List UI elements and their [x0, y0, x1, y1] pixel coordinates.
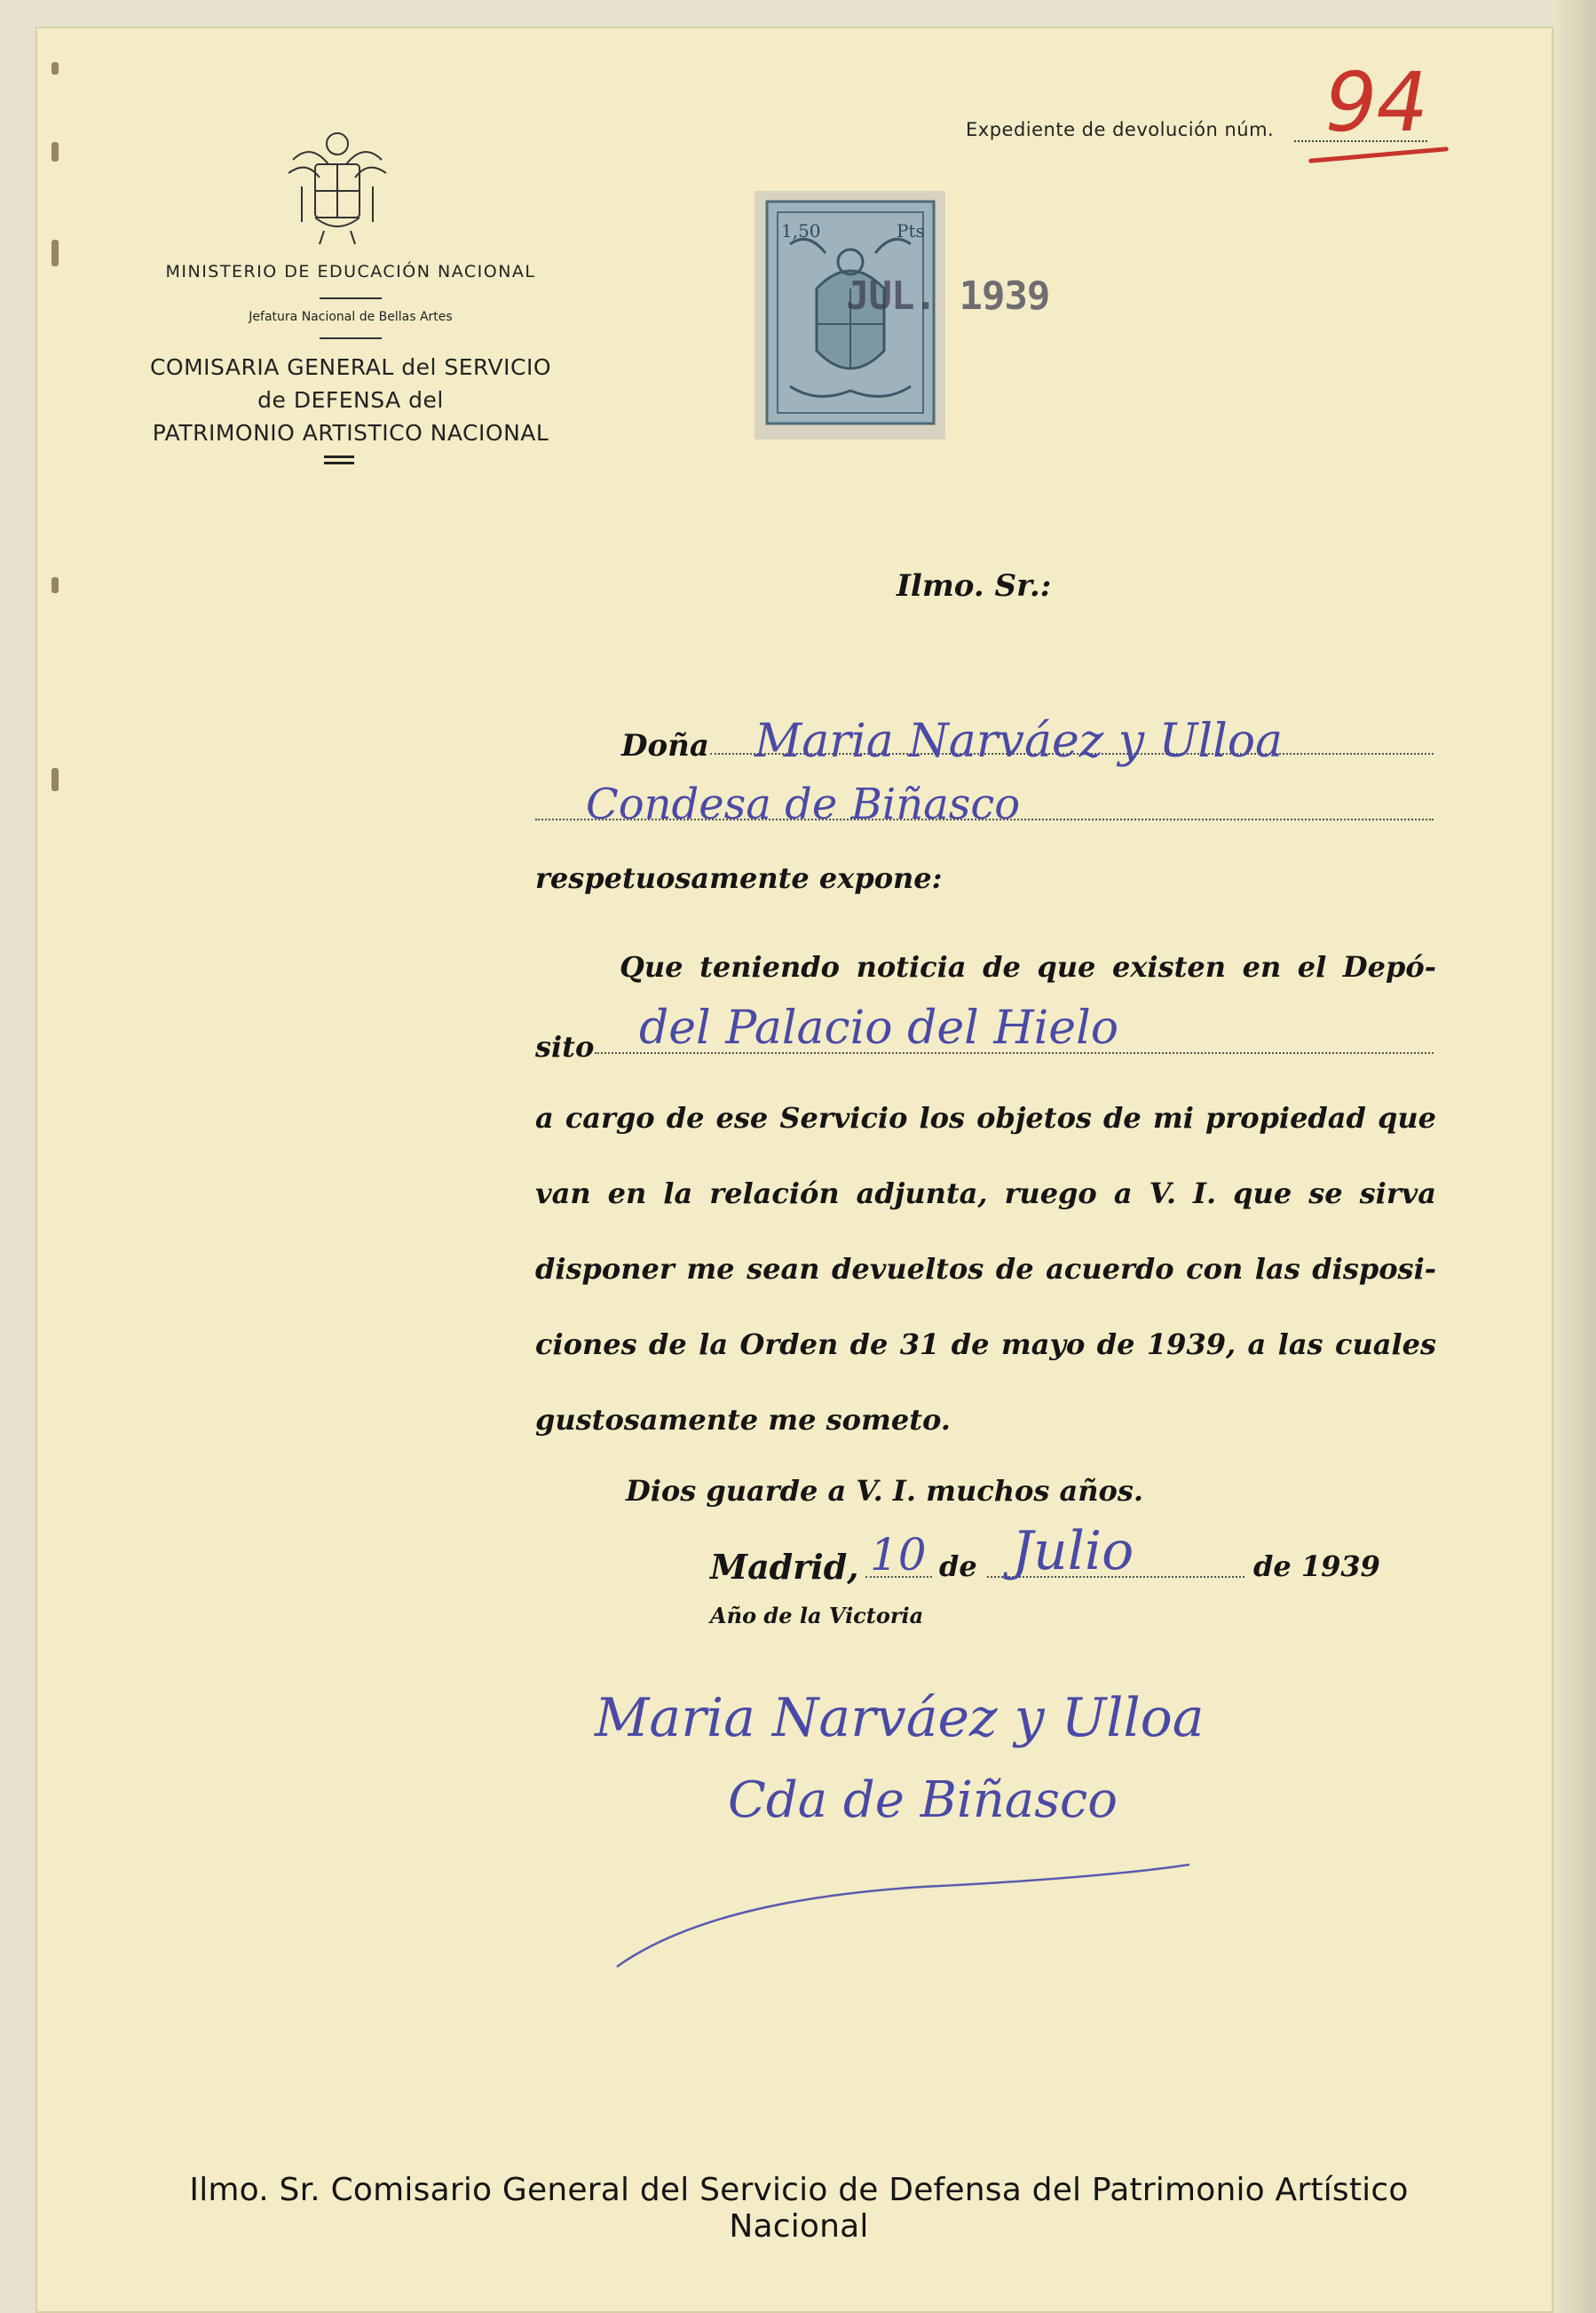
paper-edge-shadow [1553, 0, 1596, 2313]
divider [324, 455, 354, 458]
signature-title: Cda de Biñasco [728, 1771, 1118, 1829]
comisaria-name [133, 351, 568, 449]
date-day-handwritten: 10 [870, 1529, 927, 1580]
stamp-value: 1,50 [781, 220, 821, 242]
comisaria-line: de DEFENSA del [257, 387, 444, 413]
expone-text: respetuosamente expone: [535, 861, 943, 895]
request-line: gustosamente me someto. [535, 1403, 951, 1437]
anio-victoria: Año de la Victoria [710, 1603, 924, 1628]
request-line: disponer me sean devueltos de acuerdo con las disposi- [535, 1252, 1436, 1286]
comisaria-line: COMISARIA GENERAL del SERVICIO [149, 354, 552, 380]
punch-mark [51, 240, 59, 266]
request-line: van en la relación adjunta, ruego a V. I. que se sirva [535, 1176, 1436, 1210]
comisaria-line: PATRIMONIO ARTISTICO NACIONAL [152, 420, 549, 446]
postmark-date: JUL. 1939 [846, 273, 1050, 319]
signature-flourish [604, 1847, 1225, 1980]
punch-mark [51, 62, 59, 75]
date-month-handwritten: Julio [1012, 1520, 1134, 1582]
applicant-title-handwritten: Condesa de Biñasco [586, 780, 1021, 829]
punch-mark [51, 142, 59, 162]
stamp-unit: Pts [897, 220, 925, 242]
closing-de: de [939, 1549, 977, 1583]
addressee-footer: Ilmo. Sr. Comisario General del Servicio de Defensa del Patrimonio Artístico Nacional [189, 2172, 1409, 2245]
applicant-name-handwritten: Maria Narváez y Ulloa [755, 715, 1284, 768]
divider [324, 462, 354, 464]
divider [320, 297, 382, 299]
jefatura-name: Jefatura Nacional de Bellas Artes [249, 310, 453, 324]
coat-of-arms-icon [284, 124, 391, 249]
closing-formula: Dios guarde a V. I. muchos años. [626, 1474, 1144, 1508]
request-line: a cargo de ese Servicio los objetos de mi propiedad que [535, 1101, 1436, 1135]
salutation: Ilmo. Sr.: [897, 568, 1052, 604]
expediente-label: Expediente de devolución núm. [966, 119, 1275, 140]
request-line: Que teniendo noticia de que existen en el Depó- [620, 950, 1436, 984]
closing-year: de 1939 [1253, 1549, 1380, 1583]
request-line-prefix: sito [535, 1030, 595, 1064]
punch-mark [51, 768, 59, 791]
applicant-label: Doña [621, 728, 709, 764]
deposit-handwritten: del Palacio del Hielo [639, 1002, 1119, 1055]
ministry-name: MINISTERIO DE EDUCACIÓN NACIONAL [165, 262, 536, 281]
request-line: ciones de la Orden de 31 de mayo de 1939, a las cuales [535, 1327, 1436, 1361]
divider [320, 337, 382, 339]
closing-city: Madrid, [710, 1547, 859, 1587]
signature-name: Maria Narváez y Ulloa [595, 1687, 1205, 1749]
punch-mark [51, 577, 59, 593]
expediente-number: 94 [1316, 55, 1437, 150]
